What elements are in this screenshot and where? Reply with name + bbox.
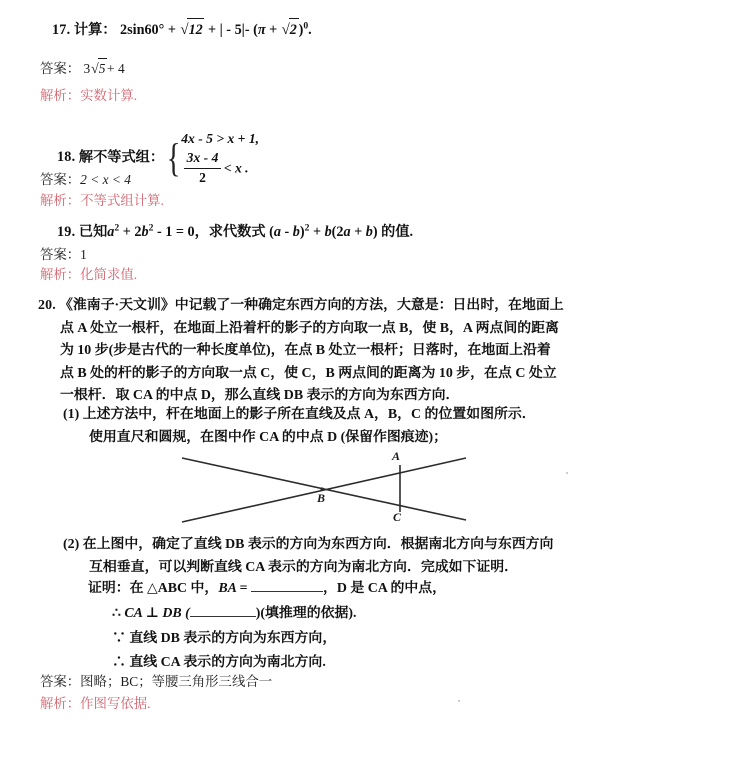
fraction-denominator: 2 [199, 170, 206, 186]
problem-19-answer-value: 1 [80, 247, 87, 262]
diagram-label-C: C [393, 510, 402, 524]
expr-plus-19: + [312, 224, 322, 240]
proof-eq-left: BA = [218, 581, 248, 596]
problem-20-line-3-wrap [60, 340, 598, 363]
expr-plus-2b: + 2 [122, 224, 142, 240]
var-a: a [107, 224, 115, 240]
problem-20-block [38, 295, 598, 408]
fraction-numerator: 3x - 4 [184, 150, 222, 169]
expr-a-inner: a [343, 224, 351, 240]
expr-inner-plus: + [354, 224, 363, 240]
expr-a: a [273, 224, 281, 240]
radical-sqrt12: √12 [180, 18, 205, 42]
pi-symbol: π [257, 22, 266, 38]
proof-blank-2[interactable] [190, 616, 256, 617]
answer-radical: √5 [90, 58, 107, 80]
problem-20-line-2-wrap [60, 318, 598, 341]
expr-inner-open: (2 [331, 224, 344, 240]
problem-17-answer-row [40, 58, 125, 80]
expr-paren-close: ) [298, 22, 304, 38]
expr-inner-close: ) [372, 224, 378, 240]
proof-statement-2: CA ⊥ DB ( [124, 605, 190, 621]
problem-19-stem [57, 221, 413, 243]
problem-20-answer-value: 图略；BC；等腰三角形三线合一 [80, 674, 273, 689]
problem-19-analysis-text: 化简求值. [80, 267, 138, 282]
inequality-row-2 [181, 151, 259, 188]
scan-speck-1 [566, 472, 568, 474]
problem-18-number: 18. [57, 149, 76, 166]
problem-20-proof-block [88, 577, 558, 676]
problem-19-tail: 的值. [381, 224, 414, 240]
expr-plus-1: + [167, 22, 176, 38]
proof-line-2 [112, 602, 558, 627]
proof-label: 证明：在 △ABC 中， [88, 581, 219, 596]
analysis-label-17: 解析： [40, 88, 81, 103]
radicand-12: 12 [187, 18, 204, 41]
analysis-label-20: 解析： [40, 696, 81, 711]
problem-18-stem-prefix: 解不等式组： [78, 149, 165, 166]
therefore-symbol-2: ∴ [112, 655, 126, 671]
problem-20-sub-2 [63, 534, 598, 579]
sub-1-marker: (1) [63, 407, 80, 422]
expr-term-2sin60: 2sin60 [120, 22, 159, 38]
problem-20-line-1: 《淮南子·天文训》中记载了一种确定东西方向的方法，大意是：日出时，在地面上 [58, 298, 564, 313]
problem-19-number: 19. [57, 224, 76, 240]
inequality-relation: < x . [223, 160, 249, 176]
sub-2-marker: (2) [63, 537, 80, 552]
analysis-label-18: 解析： [40, 193, 81, 208]
inequality-row-1: 4x - 5 > x + 1, [181, 131, 260, 146]
scan-speck-2 [458, 700, 460, 702]
proof-statement-4: 直线 CA 表示的方向为南北方向. [129, 655, 326, 671]
expr-abs-minus5: | - 5| [219, 22, 245, 38]
expr-plus-3: + [269, 22, 278, 38]
geometry-diagram [170, 440, 480, 535]
problem-20-line-4-wrap [60, 363, 598, 386]
answer-label-19: 答案： [40, 247, 81, 262]
problem-17-answer-value [84, 61, 125, 76]
problem-17-stem-prefix: 计算： [73, 22, 117, 38]
answer-label-20: 答案： [40, 674, 81, 689]
expr-minus: - [244, 22, 250, 38]
sub-2-line-2-wrap [89, 557, 598, 580]
expr-close-paren-19: ) [299, 224, 305, 240]
problem-20-answer-row [40, 672, 272, 692]
left-brace-icon: { [166, 135, 181, 181]
diagram-svg [170, 440, 480, 535]
sub-1-line-2: 使用直尺和圆规，在图中作 CA 的中点 D (保留作图痕迹)； [89, 429, 448, 445]
proof-line-3 [112, 627, 558, 652]
problem-17-number: 17. [52, 22, 71, 38]
problem-18-analysis-row [40, 191, 164, 211]
fraction-3x-minus-4-over-2 [184, 150, 222, 187]
expr-b-factor: b [324, 224, 332, 240]
problem-18-answer-row [40, 170, 131, 190]
problem-20-paragraph [38, 295, 598, 318]
problem-17-stem [52, 18, 312, 42]
problem-20-analysis-text: 作图写依据. [80, 696, 151, 711]
sub-2-line-1: 在上图中，确定了直线 DB 表示的方向为东西方向．根据南北方向与东西方向 [82, 537, 554, 552]
diagram-label-A: A [392, 449, 401, 463]
answer-radicand: 5 [98, 58, 107, 79]
answer-coefficient: 3 [83, 61, 91, 76]
problem-17-analysis-text: 实数计算. [80, 88, 138, 103]
proof-reason-2: )(填推理的依据). [255, 605, 357, 621]
proof-blank-1[interactable] [251, 591, 323, 592]
expr-b: b [292, 224, 300, 240]
radical-sqrt2: √2 [281, 18, 299, 42]
analysis-label-19: 解析： [40, 267, 81, 282]
answer-label-17: 答案： [40, 61, 81, 76]
because-symbol: ∵ [112, 630, 126, 646]
inequality-system [164, 128, 259, 188]
exponent-zero: 0 [303, 20, 309, 32]
radicand-2: 2 [289, 18, 299, 41]
answer-tail: + 4 [107, 61, 125, 76]
problem-19-analysis-row [40, 265, 137, 285]
expr-period: . [308, 22, 312, 38]
problem-17-analysis-row [40, 86, 137, 106]
expr-open-paren-19: ( [269, 224, 274, 240]
problem-19-lead: 已知 [78, 224, 108, 240]
problem-20-line-4: 点 B 处的杆的影子的方向取一点 C，使 C，B 两点间的距离为 10 步，在点 C 处立 [60, 365, 557, 381]
expr-minus-19: - [284, 224, 290, 240]
therefore-symbol-1: ∴ [112, 605, 121, 621]
problem-20-line-5: 一根杆．取 CA 的中点 D，那么直线 DB 表示的方向为东西方向． [60, 388, 460, 404]
proof-line-1-tail: ，D 是 CA 的中点， [322, 581, 447, 596]
problem-20-analysis-row [40, 694, 150, 714]
exponent-b-squared: 2 [148, 222, 154, 234]
sub-1-line-1: 上述方法中，杆在地面上的影子所在直线及点 A，B，C 的位置如图所示． [82, 407, 536, 422]
expr-plus-2: + [208, 22, 217, 38]
expr-b-inner: b [365, 224, 373, 240]
problem-20-line-3: 为 10 步(步是古代的一种长度单位)，在点 B 处立一根杆；日落时，在地面上沿着 [60, 343, 551, 359]
proof-statement-3: 直线 DB 表示的方向为东西方向， [129, 630, 337, 646]
problem-20-line-2: 点 A 处立一根杆，在地面上沿着杆的影子的方向取一点 B，使 B，A 两点间的距离 [60, 320, 559, 336]
problem-20-number: 20. [38, 298, 56, 313]
sub-2-line-2: 互相垂直，可以判断直线 CA 表示的方向为南北方向．完成如下证明． [89, 559, 519, 575]
var-b: b [141, 224, 149, 240]
sub-2-line-1-wrap [63, 534, 598, 557]
sub-1-line-1-wrap [63, 404, 598, 427]
expr-rest: - 1 = 0，求代数式 [156, 224, 266, 240]
problem-18-analysis-text: 不等式组计算. [80, 193, 164, 208]
problem-18-answer-value: 2 < x < 4 [80, 172, 131, 187]
exponent-binomial-squared: 2 [304, 222, 310, 234]
answer-label-18: 答案： [40, 172, 81, 187]
degree-symbol: ° [158, 22, 165, 38]
diagram-label-B: B [317, 491, 326, 505]
expr-paren-open: ( [253, 22, 258, 38]
problem-17-expression [120, 22, 312, 38]
exponent-a-squared: 2 [114, 222, 120, 234]
problem-19-answer-row [40, 245, 87, 265]
proof-line-1 [88, 577, 558, 602]
